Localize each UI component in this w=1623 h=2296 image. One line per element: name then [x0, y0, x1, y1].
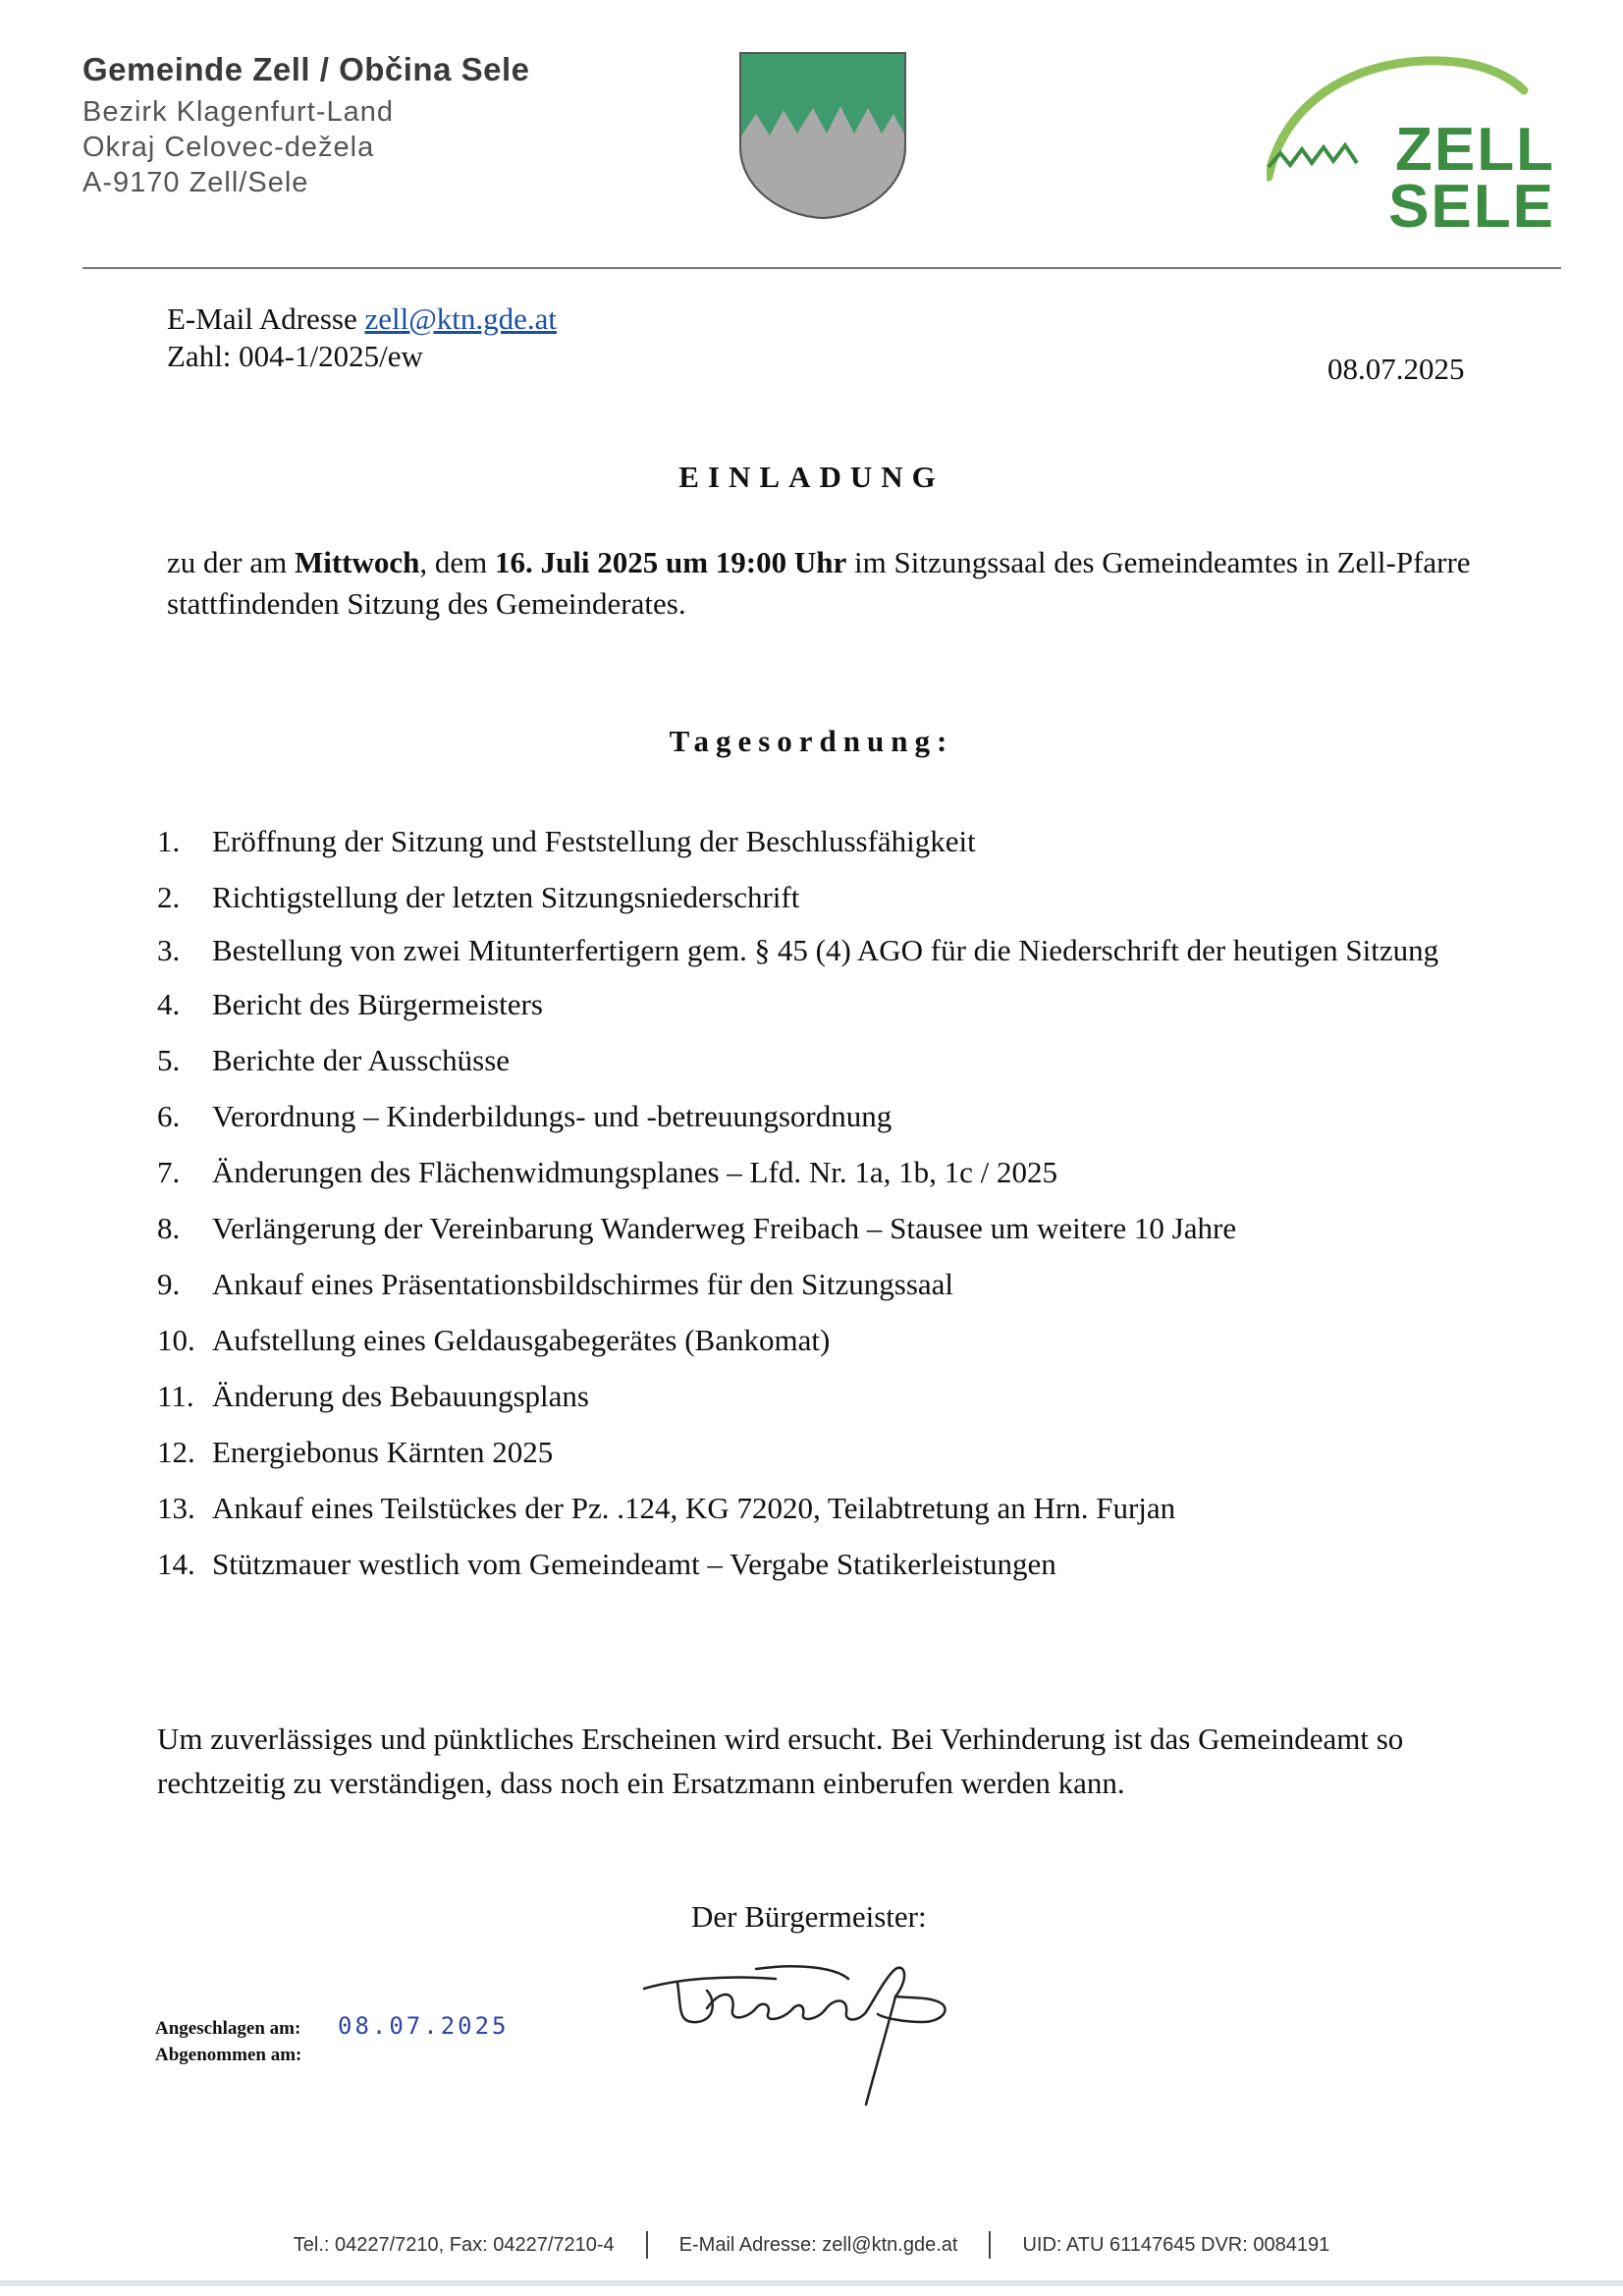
- posted-date-handwritten: 08.07.2025: [338, 2012, 510, 2040]
- mayor-title: Der Bürgermeister:: [691, 1899, 927, 1934]
- email-label: E-Mail Adresse: [167, 301, 357, 336]
- agenda-item: [157, 1088, 1532, 1144]
- agenda-item-number: 4.: [157, 987, 181, 1021]
- removed-row: [155, 2042, 510, 2068]
- organization-address-block: [82, 51, 530, 200]
- agenda-item: [157, 1144, 1532, 1200]
- agenda-item-number: 5.: [157, 1043, 181, 1077]
- footer-email: E-Mail Adresse: zell@ktn.gde.at: [678, 2233, 958, 2256]
- agenda-item-text: Eröffnung der Sitzung und Feststellung der Beschlussfähigkeit: [212, 824, 976, 858]
- agenda-item-text: Aufstellung eines Geldausgabegerätes (Bankomat): [212, 1323, 831, 1357]
- agenda-item: [157, 813, 1532, 869]
- agenda-item-number: 8.: [157, 1211, 181, 1245]
- agenda-item-number: 11.: [157, 1379, 194, 1413]
- agenda-item: [157, 1536, 1532, 1592]
- intro-text-3: im Sitzungssaal des Gemeindeamtes in Zell-Pfarre stattfindenden Sitzung des Gemeinderates.: [167, 545, 1471, 621]
- header-divider: [82, 267, 1561, 269]
- document-date: 08.07.2025: [1327, 352, 1465, 386]
- intro-text-2: , dem: [419, 545, 495, 579]
- logo-text-zell: ZELL: [1395, 116, 1555, 184]
- agenda-item-text: Energiebonus Kärnten 2025: [212, 1435, 554, 1469]
- agenda-item: [157, 1200, 1532, 1256]
- agenda-item-text: Stützmauer westlich vom Gemeindeamt – Vergabe Statikerleistungen: [212, 1547, 1056, 1581]
- agenda-heading: Tagesordnung:: [669, 724, 954, 758]
- agenda-item-number: 7.: [157, 1155, 181, 1189]
- email-line: [167, 301, 557, 338]
- agenda-item-number: 9.: [157, 1267, 181, 1301]
- agenda-item-text: Berichte der Ausschüsse: [212, 1043, 511, 1077]
- agenda-item-number: 6.: [157, 1099, 181, 1133]
- coat-of-arms-icon: [736, 49, 909, 222]
- invitation-text: [167, 542, 1502, 625]
- email-link[interactable]: zell@ktn.gde.at: [364, 301, 558, 336]
- municipality-logo: [1267, 51, 1561, 241]
- agenda-item-text: Änderungen des Flächenwidmungsplanes – Lfd. Nr. 1a, 1b, 1c / 2025: [212, 1155, 1057, 1189]
- handwritten-signature: [638, 1940, 972, 2116]
- postal-address: A-9170 Zell/Sele: [82, 167, 309, 198]
- agenda-item-text: Bestellung von zwei Mitunterfertigern gem. § 45 (4) AGO für die Niederschrift der heutigen Sitzung: [212, 933, 1439, 967]
- agenda-item-text: Ankauf eines Präsentationsbildschirmes für den Sitzungssaal: [212, 1267, 954, 1301]
- posted-row: [155, 2013, 510, 2042]
- reference-block: [167, 301, 557, 375]
- closing-paragraph: Um zuverlässiges und pünktliches Erscheinen wird ersucht. Bei Verhinderung ist das Gemeindeamt so rechtzeitig zu verständigen, dass noch ein Ersatzmann einberufen werden kann.: [157, 1722, 1404, 1800]
- district-german: Bezirk Klagenfurt-Land: [82, 96, 394, 128]
- agenda-item-text: Änderung des Bebauungsplans: [212, 1379, 589, 1413]
- file-number: Zahl: 004-1/2025/ew: [167, 339, 423, 373]
- agenda-item-number: 2.: [157, 880, 181, 914]
- agenda-item-text: Richtigstellung der letzten Sitzungsniederschrift: [212, 880, 800, 914]
- agenda-item: [157, 1312, 1532, 1368]
- agenda-item-number: 12.: [157, 1435, 195, 1469]
- agenda-item-text: Verordnung – Kinderbildungs- und -betreuungsordnung: [212, 1099, 893, 1133]
- scan-edge: [0, 2280, 1623, 2286]
- footer-phone: Tel.: 04227/7210, Fax: 04227/7210-4: [293, 2233, 615, 2256]
- agenda-item: [157, 1424, 1532, 1480]
- agenda-item: [157, 1032, 1532, 1088]
- agenda-item-text: Ankauf eines Teilstückes der Pz. .124, KG 72020, Teilabtretung an Hrn. Furjan: [212, 1491, 1176, 1525]
- agenda-item-number: 10.: [157, 1323, 195, 1357]
- posting-record: [155, 2013, 510, 2068]
- agenda-item: [157, 1480, 1532, 1536]
- meeting-weekday: Mittwoch: [294, 545, 420, 579]
- meeting-datetime: 16. Juli 2025 um 19:00 Uhr: [495, 545, 847, 579]
- agenda-item-number: 13.: [157, 1491, 195, 1525]
- agenda-item: [157, 869, 1532, 925]
- agenda-item: [157, 925, 1532, 976]
- agenda-list: [157, 813, 1532, 1592]
- agenda-item-number: 14.: [157, 1547, 195, 1581]
- agenda-item-text: Verlängerung der Vereinbarung Wanderweg Freibach – Stausee um weitere 10 Jahre: [212, 1211, 1237, 1245]
- district-slovenian: Okraj Celovec-dežela: [82, 132, 375, 163]
- page-footer: [0, 2231, 1623, 2259]
- posted-label: Angeschlagen am:: [155, 2018, 301, 2039]
- agenda-item-number: 3.: [157, 933, 181, 967]
- agenda-item: [157, 1256, 1532, 1312]
- organization-name: Gemeinde Zell / Občina Sele: [82, 51, 530, 87]
- agenda-item: [157, 976, 1532, 1032]
- logo-text-sele: SELE: [1388, 173, 1555, 241]
- footer-ids: UID: ATU 61147645 DVR: 0084191: [1022, 2233, 1330, 2256]
- agenda-item-text: Bericht des Bürgermeisters: [212, 987, 543, 1021]
- removed-label: Abgenommen am:: [155, 2045, 302, 2065]
- agenda-item: [157, 1368, 1532, 1424]
- document-title: EINLADUNG: [678, 460, 945, 494]
- intro-text-1: zu der am: [167, 545, 295, 579]
- agenda-item-number: 1.: [157, 824, 181, 858]
